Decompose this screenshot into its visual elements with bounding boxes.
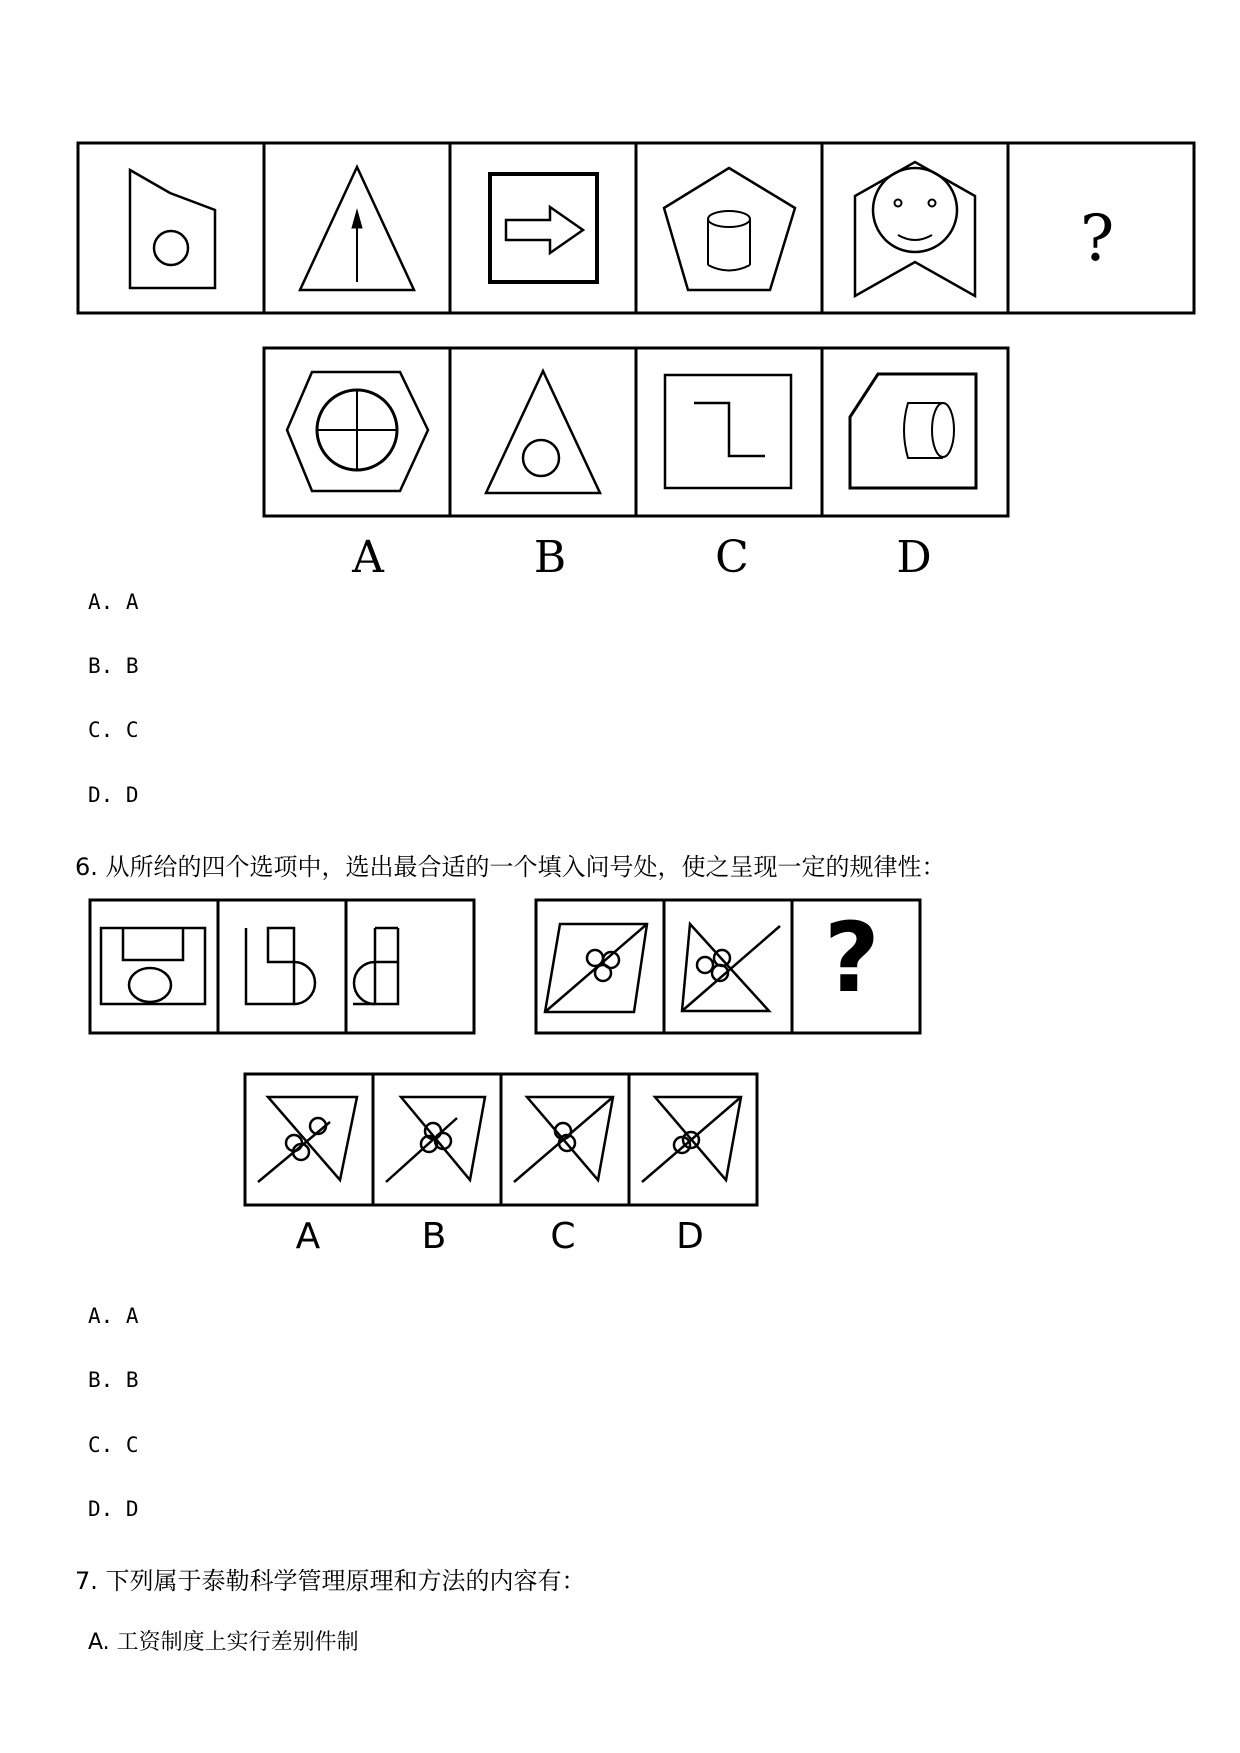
q6-left-group-frame bbox=[90, 900, 474, 1033]
q6-left-cell-3-shape bbox=[353, 928, 398, 1004]
q6-option-b-shape bbox=[386, 1097, 485, 1182]
q7-choice-a[interactable]: A. 工资制度上实行差别件制 bbox=[88, 1630, 359, 1655]
q6-right-cell-1-shape bbox=[545, 924, 647, 1012]
q6-option-letter-a: A bbox=[295, 1216, 321, 1257]
q5-puzzle-question-mark: ? bbox=[1080, 202, 1115, 276]
q6-option-a-shape bbox=[258, 1097, 357, 1182]
q5-option-letter-c: C bbox=[715, 532, 749, 583]
q6-option-letter-d: D bbox=[676, 1216, 704, 1257]
q6-choice-d[interactable]: D. D bbox=[88, 1497, 139, 1521]
q6-choice-c[interactable]: C. C bbox=[88, 1433, 139, 1457]
q6-left-cell-2-shape bbox=[246, 928, 315, 1004]
q6-option-c-shape bbox=[514, 1097, 613, 1182]
q5-choice-c[interactable]: C. C bbox=[88, 718, 139, 742]
q6-left-cell-1-shape bbox=[101, 928, 205, 1004]
q5-option-letter-a: A bbox=[352, 532, 384, 583]
q5-option-letter-b: B bbox=[533, 532, 567, 583]
q6-choice-b[interactable]: B. B bbox=[88, 1368, 139, 1392]
q6-option-d-shape bbox=[642, 1097, 741, 1182]
q6-choice-a[interactable]: A. A bbox=[88, 1304, 139, 1328]
q6-question-text: 6. 从所给的四个选项中，选出最合适的一个填入问号处，使之呈现一定的规律性： bbox=[75, 853, 946, 881]
q6-puzzle-question-mark: ? bbox=[824, 902, 880, 1014]
q6-option-letter-b: B bbox=[421, 1216, 447, 1257]
q5-choice-d[interactable]: D. D bbox=[88, 783, 139, 807]
q6-right-cell-2-shape bbox=[682, 924, 780, 1011]
q6-option-letter-c: C bbox=[550, 1216, 576, 1257]
q5-choice-a[interactable]: A. A bbox=[88, 590, 139, 614]
q7-question-text: 7. 下列属于泰勒科学管理原理和方法的内容有： bbox=[75, 1567, 586, 1595]
q5-choice-b[interactable]: B. B bbox=[88, 654, 139, 678]
q5-option-letter-d: D bbox=[896, 532, 932, 583]
